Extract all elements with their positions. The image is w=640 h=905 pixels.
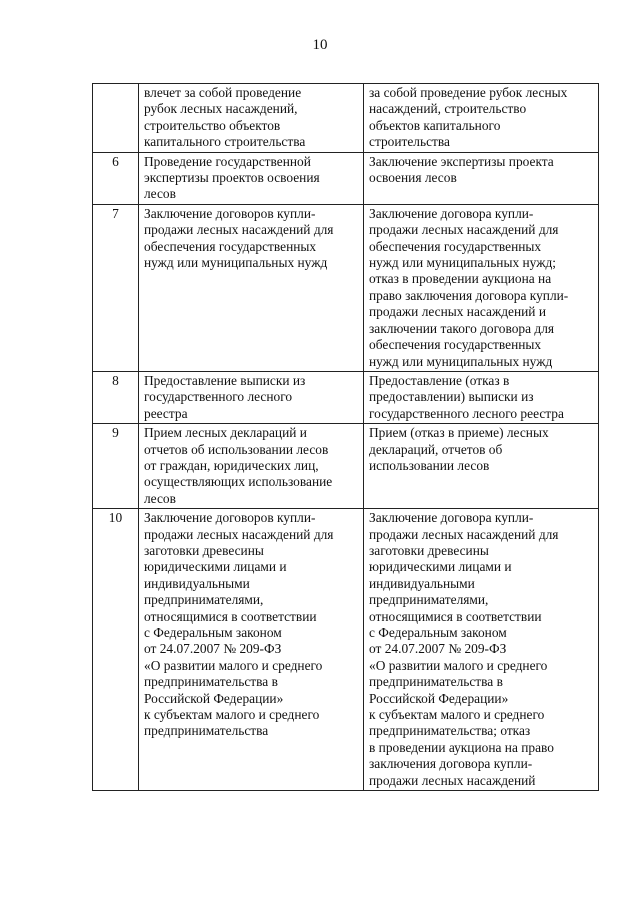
cell-text-line: влечет за собой проведение xyxy=(144,85,302,100)
cell-text-line: «О развитии малого и среднего xyxy=(369,657,548,673)
cell-text-line: нужд или муниципальных нужд xyxy=(369,353,553,369)
cell-text-line: заготовки древесины xyxy=(369,542,489,558)
cell-text-line: использовании лесов xyxy=(369,457,490,473)
page-number: 10 xyxy=(312,37,328,53)
cell-text-line: продажи лесных насаждений для xyxy=(144,526,334,542)
row-number-cell xyxy=(93,84,139,153)
cell-text-line: Прием лесных деклараций и xyxy=(144,425,307,441)
cell-text-line: заключения договора купли- xyxy=(369,756,533,772)
procedure-cell xyxy=(139,152,364,204)
cell-text-line: государственного лесного реестра xyxy=(369,405,564,421)
cell-text-line: Заключение договоров купли- xyxy=(144,205,316,221)
cell-text-line: предоставлении) выписки из xyxy=(369,389,534,405)
cell-text-line: продажи лесных насаждений для xyxy=(144,222,334,238)
cell-text-line: индивидуальными xyxy=(144,575,250,591)
result-cell xyxy=(364,509,599,791)
cell-text-line: Заключение договора купли- xyxy=(369,205,534,221)
cell-text-line: лесов xyxy=(144,186,176,202)
cell-text-line: предпринимателями, xyxy=(144,592,264,608)
cell-text-line: осуществляющих использование xyxy=(144,474,333,490)
cell-text-line: деклараций, отчетов об xyxy=(369,441,503,457)
cell-text-line: относящимися в соответствии xyxy=(369,608,542,624)
result-cell xyxy=(364,84,599,153)
cell-text-line: обеспечения государственных xyxy=(369,337,542,353)
cell-text-line: юридическими лицами и xyxy=(144,559,287,575)
cell-text-line: обеспечения государственных xyxy=(369,238,542,254)
cell-text-line: предпринимателями, xyxy=(369,592,489,608)
cell-text-line: Предоставление (отказ в xyxy=(369,372,510,388)
cell-text-line: нужд или муниципальных нужд xyxy=(144,255,328,271)
cell-text-line: насаждений, строительство xyxy=(369,101,527,117)
cell-text-line: обеспечения государственных xyxy=(144,238,317,254)
cell-text-line: строительство объектов xyxy=(144,117,281,133)
result-cell xyxy=(364,204,599,371)
procedure-cell xyxy=(139,424,364,509)
cell-text-line: в проведении аукциона на право xyxy=(369,739,554,755)
procedure-cell xyxy=(139,509,364,791)
cell-text-line: Заключение договоров купли- xyxy=(144,510,316,526)
cell-text-line: предпринимательства; отказ xyxy=(369,723,531,739)
cell-text-line: продажи лесных насаждений для xyxy=(369,526,559,542)
cell-text-line: Предоставление выписки из xyxy=(144,372,306,388)
cell-text-line: заготовки древесины xyxy=(144,542,264,558)
cell-text-line: за собой проведение рубок лесных xyxy=(369,85,568,100)
cell-text-line: отчетов об использовании лесов xyxy=(144,441,329,457)
cell-text-line: освоения лесов xyxy=(369,170,457,186)
table-body xyxy=(93,84,599,791)
cell-text-line: от граждан, юридических лиц, xyxy=(144,457,319,473)
cell-text-line: объектов капитального xyxy=(369,117,501,133)
result-cell xyxy=(364,152,599,204)
cell-text-line: экспертизы проектов освоения xyxy=(144,170,320,186)
result-cell xyxy=(364,371,599,423)
cell-text-line: от 24.07.2007 № 209-ФЗ xyxy=(144,641,282,657)
services-table xyxy=(92,83,599,791)
cell-text-line: предпринимательства в xyxy=(144,674,278,690)
cell-text-line: продажи лесных насаждений для xyxy=(369,222,559,238)
cell-text-line: Российской Федерации» xyxy=(369,690,509,706)
result-cell xyxy=(364,424,599,509)
procedure-cell xyxy=(139,371,364,423)
cell-text-line: от 24.07.2007 № 209-ФЗ xyxy=(369,641,507,657)
cell-text-line: предпринимательства xyxy=(144,723,269,739)
row-number-cell: 7 xyxy=(93,204,139,371)
cell-text-line: капитального строительства xyxy=(144,134,306,150)
cell-text-line: к субъектам малого и среднего xyxy=(369,707,545,723)
cell-text-line: Заключение экспертизы проекта xyxy=(369,153,554,169)
cell-text-line: нужд или муниципальных нужд; xyxy=(369,255,556,271)
cell-text-line: продажи лесных насаждений xyxy=(369,772,536,788)
cell-text-line: Российской Федерации» xyxy=(144,690,284,706)
cell-text-line: к субъектам малого и среднего xyxy=(144,707,320,723)
row-number-cell: 8 xyxy=(93,371,139,423)
cell-text-line: относящимися в соответствии xyxy=(144,608,317,624)
table-row xyxy=(93,152,599,204)
cell-text-line: заключении такого договора для xyxy=(369,320,555,336)
procedure-cell xyxy=(139,204,364,371)
cell-text-line: «О развитии малого и среднего xyxy=(144,657,323,673)
cell-text-line: отказ в проведении аукциона на xyxy=(369,271,552,287)
cell-text-line: государственного лесного xyxy=(144,389,293,405)
cell-text-line: продажи лесных насаждений и xyxy=(369,304,546,320)
cell-text-line: с Федеральным законом xyxy=(144,625,282,640)
cell-text-line: с Федеральным законом xyxy=(369,625,507,640)
cell-text-line: лесов xyxy=(144,490,176,506)
table-row xyxy=(93,509,599,791)
row-number-cell: 6 xyxy=(93,152,139,204)
procedure-cell xyxy=(139,84,364,153)
cell-text-line: предпринимательства в xyxy=(369,674,503,690)
table-row xyxy=(93,424,599,509)
row-number-cell: 9 xyxy=(93,424,139,509)
row-number-cell: 10 xyxy=(93,509,139,791)
cell-text-line: Проведение государственной xyxy=(144,153,311,169)
table-row xyxy=(93,84,599,153)
cell-text-line: строительства xyxy=(369,134,450,150)
cell-text-line: индивидуальными xyxy=(369,575,475,591)
cell-text-line: Прием (отказ в приеме) лесных xyxy=(369,425,549,441)
cell-text-line: реестра xyxy=(144,405,188,421)
table-row xyxy=(93,204,599,371)
cell-text-line: право заключения договора купли- xyxy=(369,287,569,303)
table-row xyxy=(93,371,599,423)
cell-text-line: Заключение договора купли- xyxy=(369,510,534,526)
cell-text-line: рубок лесных насаждений, xyxy=(144,101,298,117)
cell-text-line: юридическими лицами и xyxy=(369,559,512,575)
